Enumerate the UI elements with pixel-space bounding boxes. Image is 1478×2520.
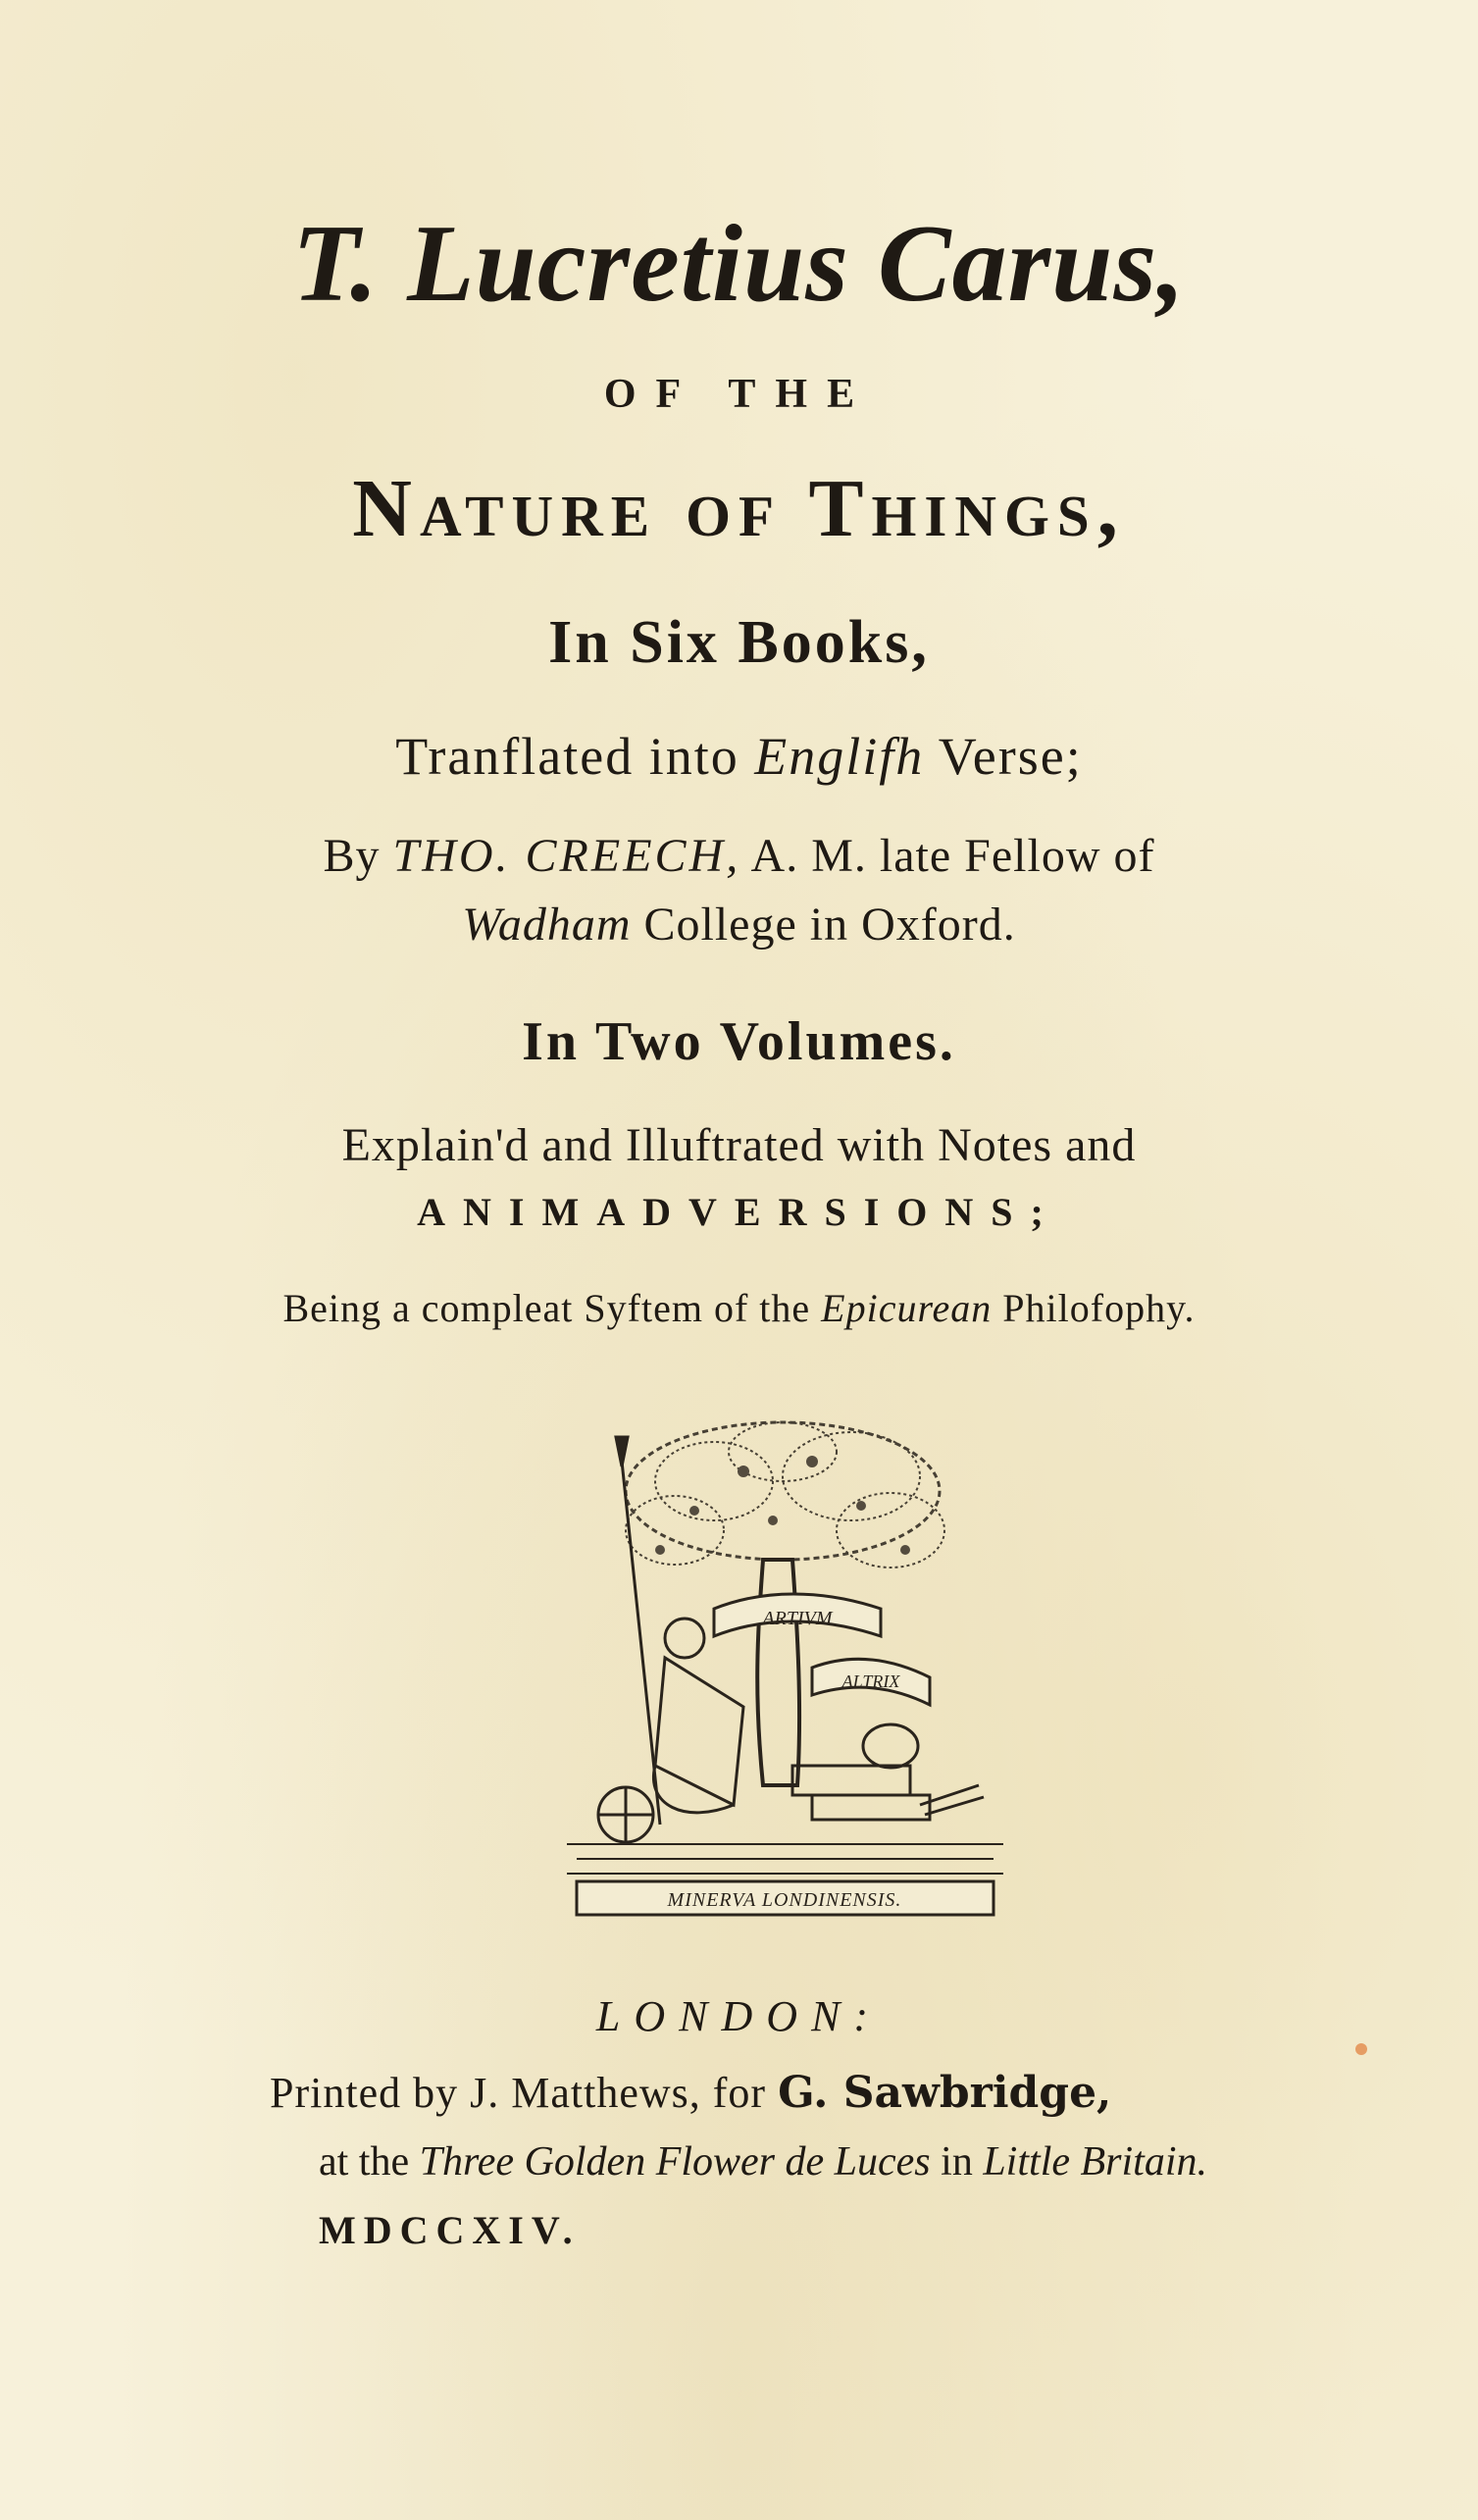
system-school: Epicurean [821,1286,993,1330]
college-line [0,898,1478,951]
college-rest: College in Oxford. [631,899,1016,951]
minerva-figure [598,1437,743,1842]
translated-language: Englifh [754,727,925,786]
books-line: In Six Books, [548,609,930,676]
college-name: Wadham [462,899,632,951]
imprint-sign: Three Golden Flower de Luces [419,2139,931,2185]
imprint-in: in [930,2139,984,2185]
imprint-year: MDCCXIV. [319,2208,581,2252]
translated-prefix: Tranflated into [395,727,755,786]
explained-line: Explain'd and Illuftrated with Notes and [341,1119,1137,1171]
author-title: T. Lucretius Carus, [291,203,1187,325]
printers-device-woodcut [567,1413,1003,1923]
system-line [0,1285,1478,1331]
device-caption: MINERVA LONDINENSIS. [667,1889,902,1911]
system-prefix: Being a compleat Syftem of the [282,1286,822,1330]
paper-stain [1355,2043,1367,2055]
imprint-city: LONDON: [595,1992,883,2040]
translated-line [0,726,1478,787]
subtitle-of-the: OF THE [603,372,875,417]
translator-rest: A. M. late Fellow of [740,830,1155,882]
banner-bottom-text: ALTRIX [841,1671,900,1691]
books-and-instruments [792,1724,984,1820]
animadversions-line: ANIMADVERSIONS; [417,1190,1061,1234]
imprint-printer: Printed by J. Matthews, for [270,2069,779,2117]
main-title: Nature of Things, [352,463,1126,554]
banner-ribbon [714,1594,930,1705]
imprint-street: Little Britain. [983,2139,1208,2185]
volumes-line: In Two Volumes. [522,1011,956,1072]
system-suffix: Philofophy. [992,1286,1196,1330]
imprint-at: at the [319,2139,420,2185]
banner-top-text: ARTIVM [762,1608,833,1629]
imprint-bookseller: G. Sawbridge, [778,2068,1112,2118]
translated-suffix: Verse; [924,727,1083,786]
translator-by: By [323,830,393,882]
tree-foliage [626,1422,944,1568]
translator-name: THO. CREECH, [392,830,741,882]
ground-hatching [567,1844,1003,1874]
imprint-address-line [319,2138,1378,2186]
translator-line [0,829,1478,883]
imprint-printer-line [270,2068,1329,2118]
